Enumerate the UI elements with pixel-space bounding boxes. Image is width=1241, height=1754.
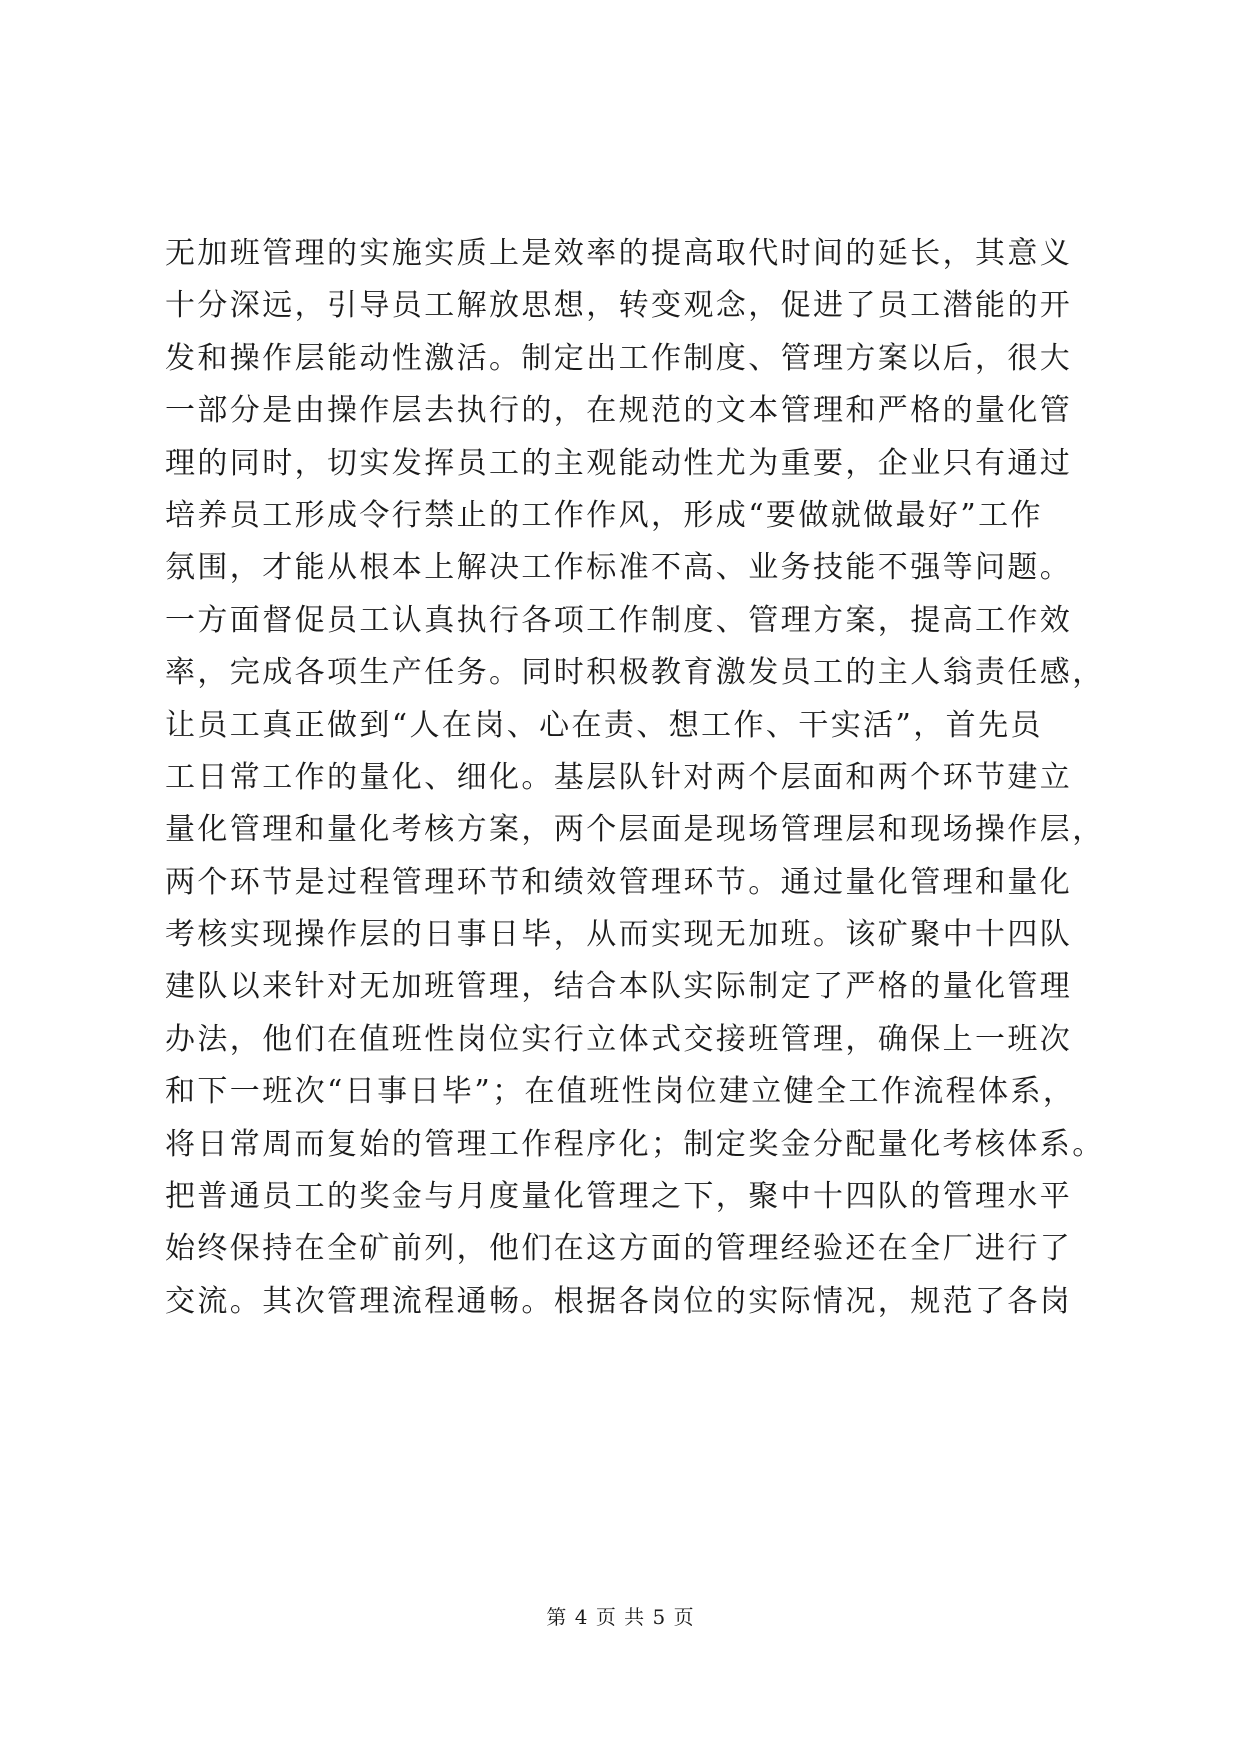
text-line: 理的同时，切实发挥员工的主观能动性尤为重要，企业只有通过 [165,445,1073,481]
text-line: 办法，他们在值班性岗位实行立体式交接班管理，确保上一班次 [165,1021,1073,1057]
text-line: 培养员工形成令行禁止的工作作风，形成“要做就做最好”工作 [165,497,1043,533]
text-line: 建队以来针对无加班管理，结合本队实际制定了严格的量化管理 [165,969,1073,1005]
text-line: 率，完成各项生产任务。同时积极教育激发员工的主人翁责任感， [165,655,1105,691]
body-text [165,228,1105,1328]
text-line: 发和操作层能动性激活。制定出工作制度、管理方案以后，很大 [165,340,1073,376]
text-line: 将日常周而复始的管理工作程序化；制定奖金分配量化考核体系。 [165,1126,1105,1162]
page-footer [0,1603,1241,1631]
text-line: 一方面督促员工认真执行各项工作制度、管理方案，提高工作效 [165,602,1073,638]
text-line: 和下一班次“日事日毕”；在值班性岗位建立健全工作流程体系， [165,1074,1076,1110]
text-line: 十分深远，引导员工解放思想，转变观念，促进了员工潜能的开 [165,288,1073,324]
text-line: 量化管理和量化考核方案，两个层面是现场管理层和现场操作层， [165,812,1105,848]
text-line: 让员工真正做到“人在岗、心在责、想工作、干实活”，首先员 [165,707,1043,743]
text-line: 无加班管理的实施实质上是效率的提高取代时间的延长，其意义 [165,236,1073,271]
text-line: 工日常工作的量化、细化。基层队针对两个层面和两个环节建立 [165,759,1073,795]
text-line: 交流。其次管理流程通畅。根据各岗位的实际情况，规范了各岗 [165,1283,1073,1319]
page-number: 第 4 页 共 5 页 [546,1605,695,1629]
text-line: 考核实现操作层的日事日毕，从而实现无加班。该矿聚中十四队 [165,917,1073,953]
text-line: 始终保持在全矿前列，他们在这方面的管理经验还在全厂进行了 [165,1231,1073,1267]
text-line: 把普通员工的奖金与月度量化管理之下，聚中十四队的管理水平 [165,1179,1073,1215]
text-line: 两个环节是过程管理环节和绩效管理环节。通过量化管理和量化 [165,864,1073,900]
text-line: 氛围，才能从根本上解决工作标准不高、业务技能不强等问题。 [165,550,1073,586]
text-line: 一部分是由操作层去执行的，在规范的文本管理和严格的量化管 [165,393,1073,429]
